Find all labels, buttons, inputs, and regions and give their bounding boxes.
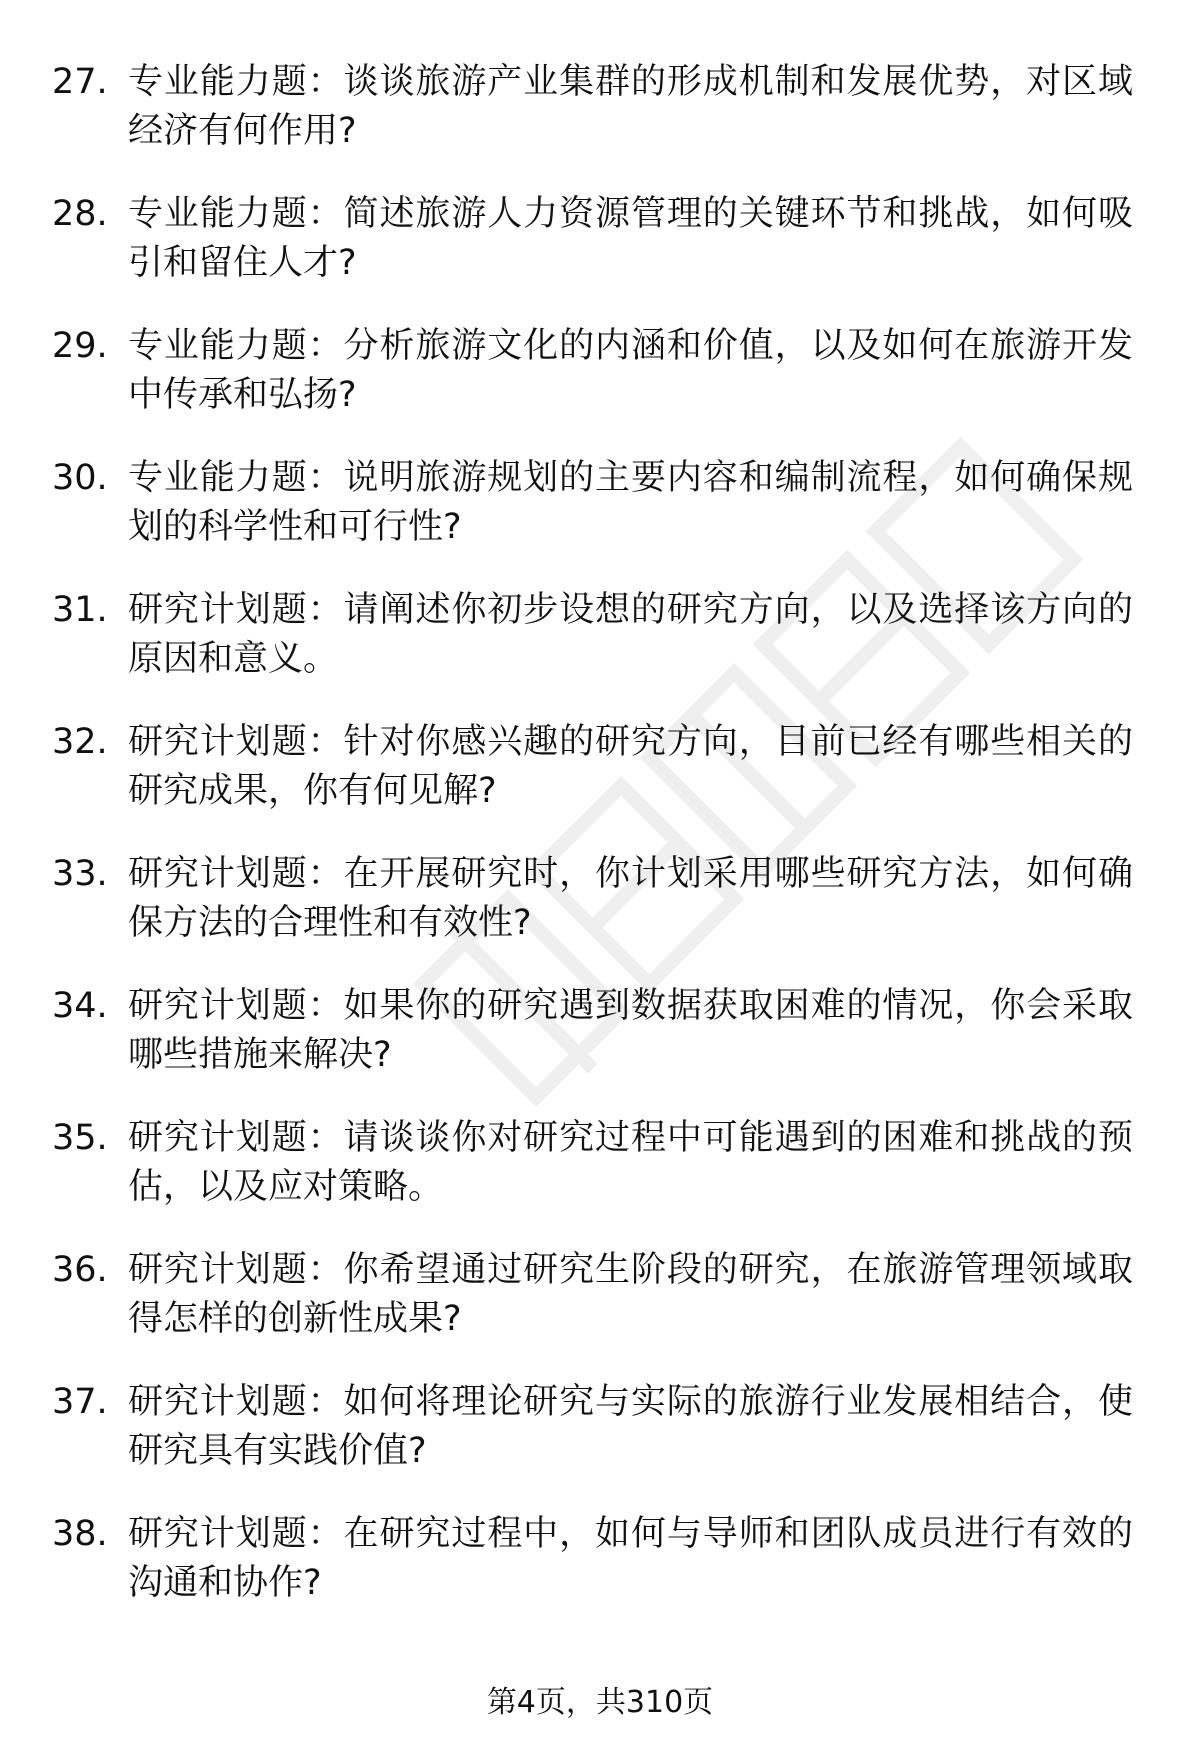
question-item — [0, 58, 1200, 190]
question-number: 36. — [52, 1250, 108, 1290]
question-item — [0, 322, 1200, 454]
page-footer: 第4页，共310页 — [486, 1685, 714, 1720]
question-number: 34. — [52, 986, 108, 1026]
question-number: 30. — [52, 458, 108, 498]
question-number: 32. — [52, 722, 108, 762]
question-number: 33. — [52, 854, 108, 894]
question-number: 37. — [52, 1382, 108, 1422]
question-number: 31. — [52, 590, 108, 630]
question-item — [0, 1378, 1200, 1510]
question-number: 38. — [52, 1514, 108, 1554]
question-item — [0, 982, 1200, 1114]
question-text: 研究计划题：如果你的研究遇到数据获取困难的情况，你会采取哪些措施来解决? — [128, 986, 1133, 1075]
question-text: 研究计划题：请谈谈你对研究过程中可能遇到的困难和挑战的预估，以及应对策略。 — [128, 1118, 1133, 1207]
question-text: 研究计划题：针对你感兴趣的研究方向，目前已经有哪些相关的研究成果，你有何见解? — [128, 722, 1133, 811]
question-text: 研究计划题：在研究过程中，如何与导师和团队成员进行有效的沟通和协作? — [128, 1514, 1133, 1603]
question-text: 专业能力题：分析旅游文化的内涵和价值，以及如何在旅游开发中传承和弘扬? — [128, 326, 1133, 415]
question-item — [0, 1246, 1200, 1378]
question-item — [0, 850, 1200, 982]
question-number: 29. — [52, 326, 108, 366]
question-number: 28. — [52, 194, 108, 234]
question-text: 研究计划题：请阐述你初步设想的研究方向，以及选择该方向的原因和意义。 — [128, 590, 1133, 679]
question-item — [0, 718, 1200, 850]
question-text: 研究计划题：你希望通过研究生阶段的研究，在旅游管理领域取得怎样的创新性成果? — [128, 1250, 1133, 1339]
question-item — [0, 454, 1200, 586]
question-text: 研究计划题：在开展研究时，你计划采用哪些研究方法，如何确保方法的合理性和有效性? — [128, 854, 1133, 943]
question-item — [0, 190, 1200, 322]
question-item — [0, 1510, 1200, 1642]
question-text: 专业能力题：说明旅游规划的主要内容和编制流程，如何确保规划的科学性和可行性? — [128, 458, 1133, 547]
question-text: 专业能力题：谈谈旅游产业集群的形成机制和发展优势，对区域经济有何作用? — [128, 62, 1133, 151]
question-item — [0, 586, 1200, 718]
question-number: 35. — [52, 1118, 108, 1158]
question-text: 研究计划题：如何将理论研究与实际的旅游行业发展相结合，使研究具有实践价值? — [128, 1382, 1133, 1471]
question-text: 专业能力题：简述旅游人力资源管理的关键环节和挑战，如何吸引和留住人才? — [128, 194, 1133, 283]
question-number: 27. — [52, 62, 108, 102]
question-item — [0, 1114, 1200, 1246]
question-list — [0, 58, 1200, 1642]
